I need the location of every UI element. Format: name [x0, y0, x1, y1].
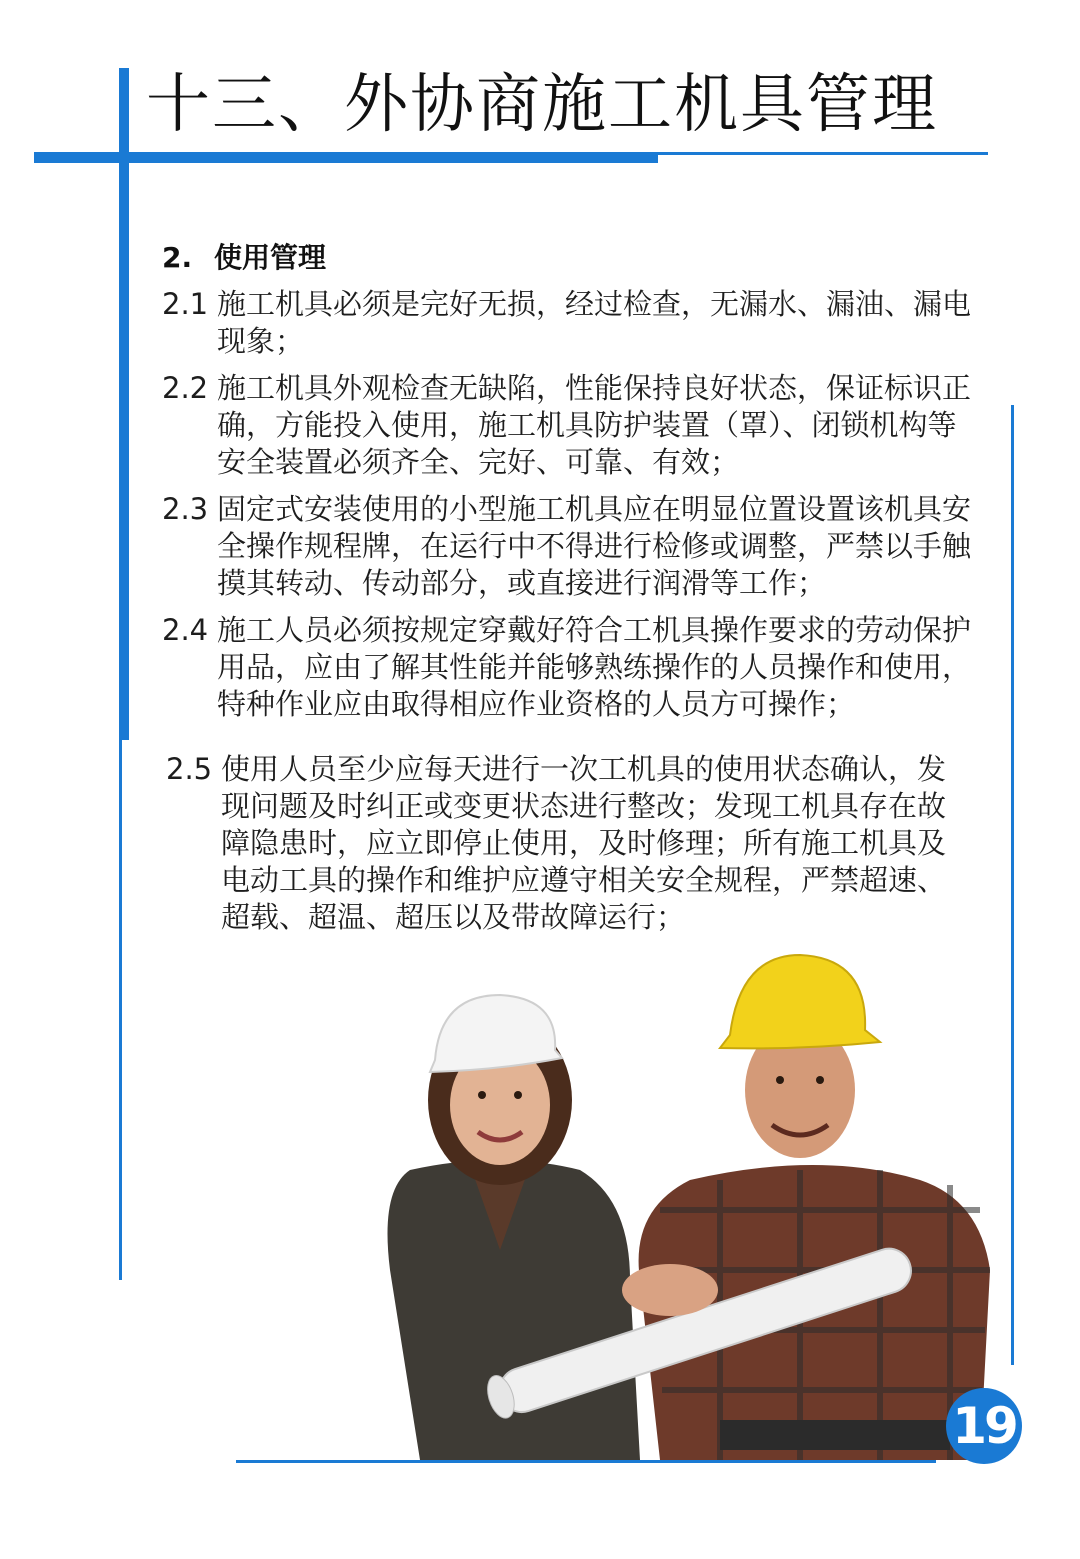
title-underline-bar: [34, 152, 658, 163]
section-heading-text: 使用管理: [214, 241, 327, 274]
clause-text: 施工机具外观检查无缺陷，性能保持良好状态，保证标识正确，方能投入使用，施工机具防护装置（罩）、闭锁机构等安全装置必须齐全、完好、可靠、有效；: [217, 371, 972, 479]
bottom-accent-line: [236, 1460, 936, 1463]
left-accent-bar: [119, 68, 129, 740]
handshake-photo: [300, 950, 1000, 1460]
clause-2-5: [166, 751, 956, 936]
section-number: 2.: [162, 241, 193, 274]
clause-number: 2.1: [162, 287, 209, 321]
title-underline-line: [658, 152, 988, 155]
section-heading: [162, 240, 326, 276]
clause-number: 2.3: [162, 492, 209, 526]
clause-number: 2.4: [162, 613, 209, 647]
clause-2-4: [162, 612, 982, 723]
right-accent-line: [1011, 405, 1014, 1365]
clause-number: 2.2: [162, 371, 209, 405]
left-accent-line: [119, 740, 122, 1280]
clause-2-1: [162, 286, 982, 360]
clause-2-2: [162, 370, 982, 481]
clause-text: 施工人员必须按规定穿戴好符合工机具操作要求的劳动保护用品，应由了解其性能并能够熟练操作的人员操作和使用，特种作业应由取得相应作业资格的人员方可操作；: [217, 613, 972, 721]
clause-text: 施工机具必须是完好无损，经过检查，无漏水、漏油、漏电现象；: [217, 287, 972, 358]
page-title: 十三、外协商施工机具管理: [146, 68, 938, 142]
clause-text: 使用人员至少应每天进行一次工机具的使用状态确认，发现问题及时纠正或变更状态进行整改；发现工机具存在故障隐患时，应立即停止使用，及时修理；所有施工机具及电动工具的操作和维护应遵守相关安全规程，严禁超速、超载、超温、超压以及带故障运行；: [221, 752, 947, 934]
page-number-badge: 19: [946, 1388, 1022, 1464]
clause-number: 2.5: [166, 752, 213, 786]
clause-text: 固定式安装使用的小型施工机具应在明显位置设置该机具安全操作规程牌，在运行中不得进行检修或调整，严禁以手触摸其转动、传动部分，或直接进行润滑等工作；: [217, 492, 972, 600]
clause-2-3: [162, 491, 982, 602]
